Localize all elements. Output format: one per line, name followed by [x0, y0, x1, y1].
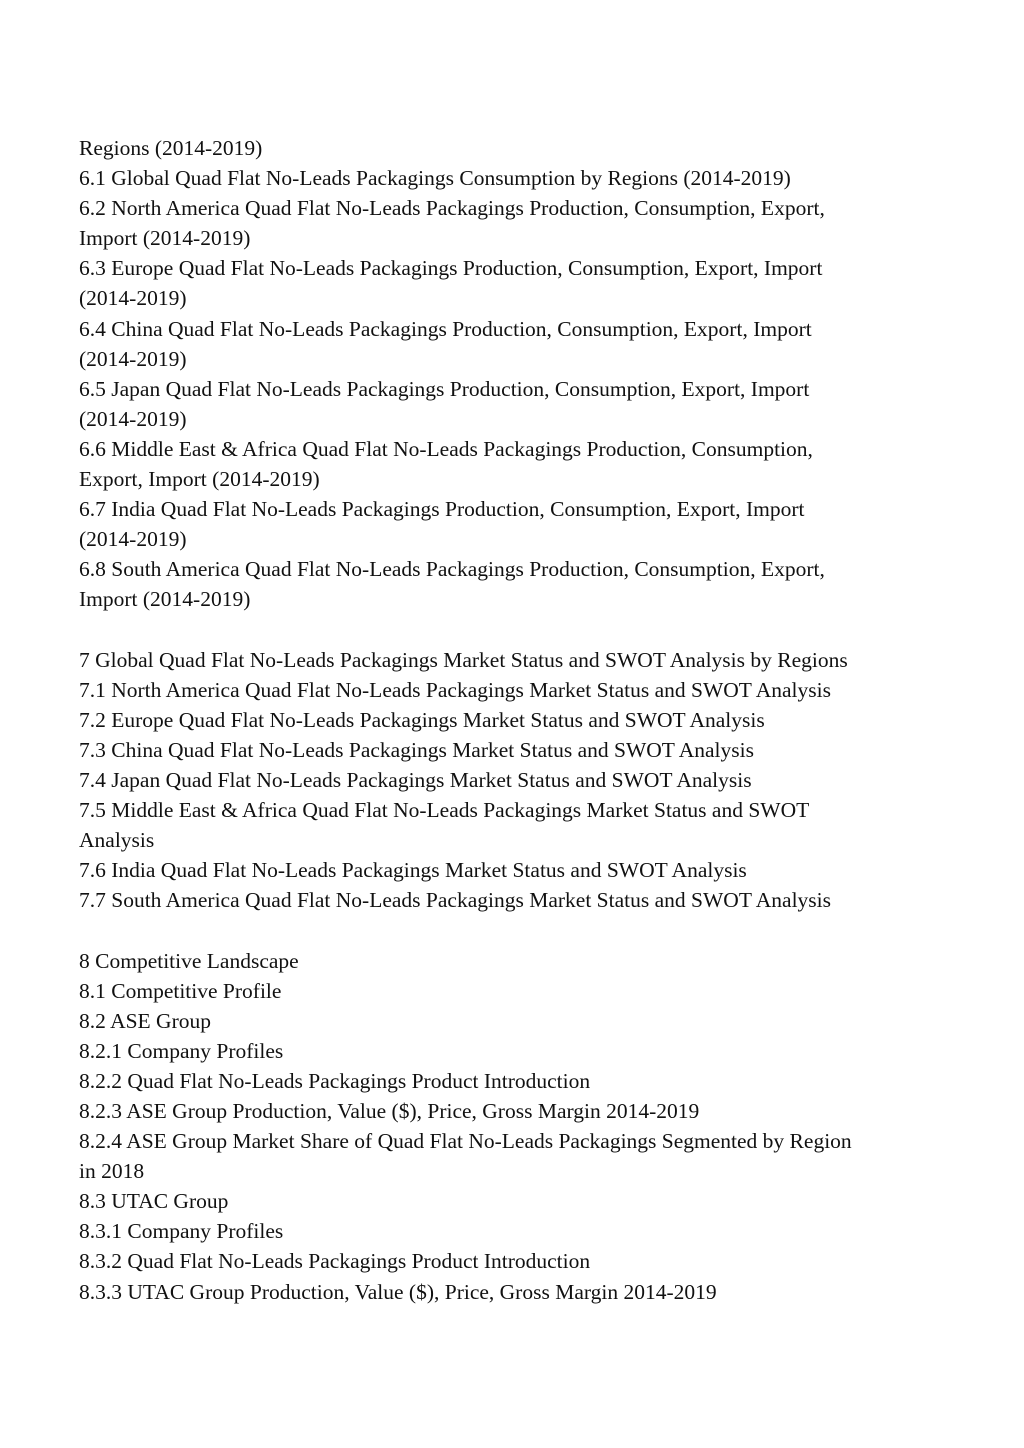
text-line: Import (2014-2019)	[79, 587, 251, 612]
text-line: 6.2 North America Quad Flat No-Leads Packagings Production, Consumption, Export,	[79, 196, 825, 221]
text-line: 8.3.3 UTAC Group Production, Value ($), Price, Gross Margin 2014-2019	[79, 1279, 717, 1304]
paragraph-gap	[79, 915, 959, 945]
text-line: 8.2 ASE Group	[79, 1008, 211, 1033]
text-line: 8.3.2 Quad Flat No-Leads Packagings Product Introduction	[79, 1249, 591, 1274]
text-line: 6.3 Europe Quad Flat No-Leads Packagings Production, Consumption, Export, Import	[79, 256, 823, 281]
text-line: 8.3.1 Company Profiles	[79, 1219, 284, 1244]
text-line: 7.6 India Quad Flat No-Leads Packagings Market Status and SWOT Analysis	[79, 858, 747, 883]
text-line: 6.8 South America Quad Flat No-Leads Packagings Production, Consumption, Export,	[79, 557, 825, 582]
text-line: 8.2.1 Company Profiles	[79, 1038, 284, 1063]
text-line: 7.2 Europe Quad Flat No-Leads Packagings Market Status and SWOT Analysis	[79, 707, 765, 732]
text-line: 8.2.3 ASE Group Production, Value ($), Price, Gross Margin 2014-2019	[79, 1099, 700, 1123]
text-line: 7.1 North America Quad Flat No-Leads Packagings Market Status and SWOT Analysis	[79, 677, 831, 702]
text-line: 6.4 China Quad Flat No-Leads Packagings Production, Consumption, Export, Import	[79, 316, 812, 341]
text-line: 6.5 Japan Quad Flat No-Leads Packagings Production, Consumption, Export, Import	[79, 376, 810, 401]
text-line: Regions (2014-2019)	[79, 136, 263, 160]
text-line: (2014-2019)	[79, 406, 187, 431]
text-line: 8.2.2 Quad Flat No-Leads Packagings Product Introduction	[79, 1068, 591, 1093]
text-line: 6.6 Middle East & Africa Quad Flat No-Leads Packagings Production, Consumption,	[79, 436, 813, 461]
text-line: Export, Import (2014-2019)	[79, 467, 320, 492]
section-6	[79, 133, 959, 615]
document-page	[79, 133, 959, 1307]
section-7	[79, 645, 959, 916]
text-line: 8 Competitive Landscape	[79, 948, 299, 973]
text-line: Analysis	[79, 828, 155, 853]
text-line: 7.7 South America Quad Flat No-Leads Packagings Market Status and SWOT Analysis	[79, 888, 831, 913]
text-line: 8.3 UTAC Group	[79, 1189, 229, 1214]
text-line: 8.1 Competitive Profile	[79, 978, 282, 1003]
section-8	[79, 946, 959, 1307]
text-line: 6.1 Global Quad Flat No-Leads Packagings Consumption by Regions (2014-2019)	[79, 166, 791, 191]
text-line: Import (2014-2019)	[79, 226, 251, 251]
text-line: (2014-2019)	[79, 527, 187, 552]
text-line: (2014-2019)	[79, 346, 187, 371]
text-line: 7.5 Middle East & Africa Quad Flat No-Leads Packagings Market Status and SWOT	[79, 798, 810, 823]
text-line: 6.7 India Quad Flat No-Leads Packagings Production, Consumption, Export, Import	[79, 497, 805, 522]
text-line: 7.4 Japan Quad Flat No-Leads Packagings Market Status and SWOT Analysis	[79, 767, 752, 792]
text-line: in 2018	[79, 1159, 145, 1184]
text-line: 8.2.4 ASE Group Market Share of Quad Flat No-Leads Packagings Segmented by Region	[79, 1129, 852, 1154]
text-line: 7.3 China Quad Flat No-Leads Packagings Market Status and SWOT Analysis	[79, 737, 754, 762]
paragraph-gap	[79, 615, 959, 645]
text-line: (2014-2019)	[79, 286, 187, 311]
text-line: 7 Global Quad Flat No-Leads Packagings Market Status and SWOT Analysis by Regions	[79, 647, 848, 672]
